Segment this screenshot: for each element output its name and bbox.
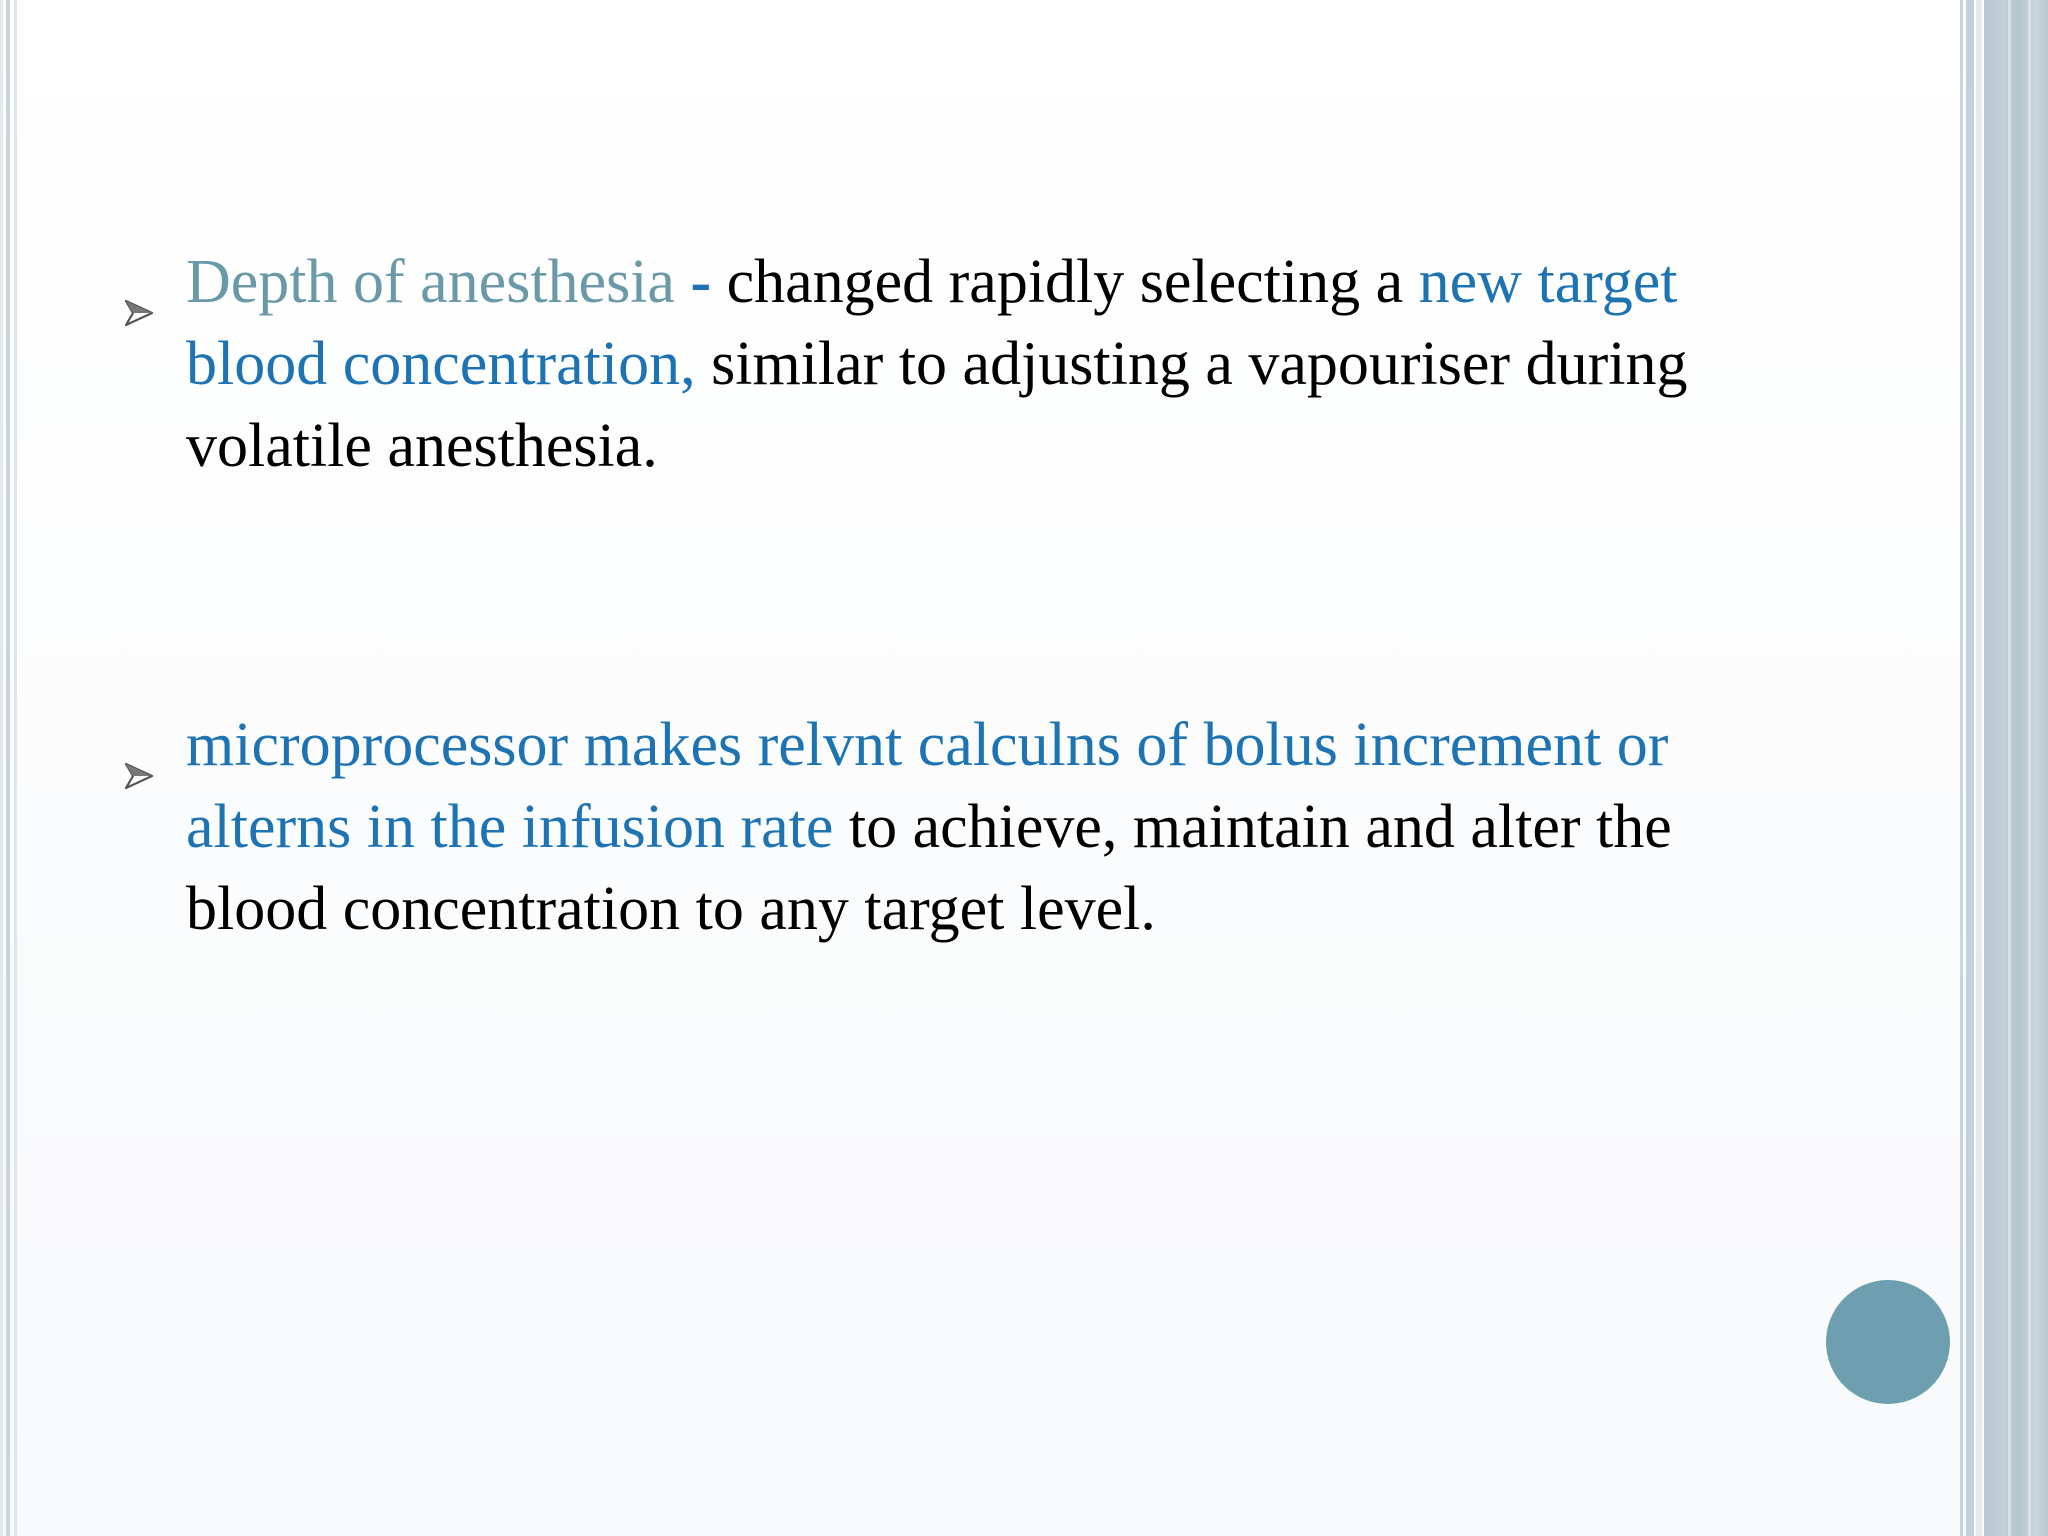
bullet-text (186, 704, 1786, 950)
bullet-text (186, 241, 1786, 487)
decorative-circle (1826, 1280, 1950, 1404)
text-segment: new target blood concentration, (186, 248, 1678, 398)
right-frame-line (1976, 0, 1982, 1536)
text-segment: to achieve, maintain and alter the blood concentration to any target level. (186, 793, 1672, 943)
text-segment: - (690, 248, 712, 316)
right-frame-line (2028, 0, 2031, 1536)
text-segment: microprocessor makes relvnt calculns of bolus increment or alterns in the infusion rate (186, 711, 1669, 861)
text-segment: similar to adjusting a vapouriser during volatile anesthesia. (186, 330, 1688, 480)
arrowhead-bullet-icon (124, 267, 154, 297)
arrowhead-bullet-icon (124, 730, 154, 760)
left-frame-line (0, 0, 3, 1536)
left-frame-line (6, 0, 10, 1536)
text-segment: changed rapidly selecting a (711, 248, 1419, 316)
right-frame-line (2008, 0, 2011, 1536)
text-segment: Depth of anesthesia (186, 248, 691, 316)
right-frame-line (1960, 0, 1963, 1536)
right-frame-band (1984, 0, 2048, 1536)
left-frame-line (14, 0, 17, 1536)
right-frame-line (1966, 0, 1974, 1536)
